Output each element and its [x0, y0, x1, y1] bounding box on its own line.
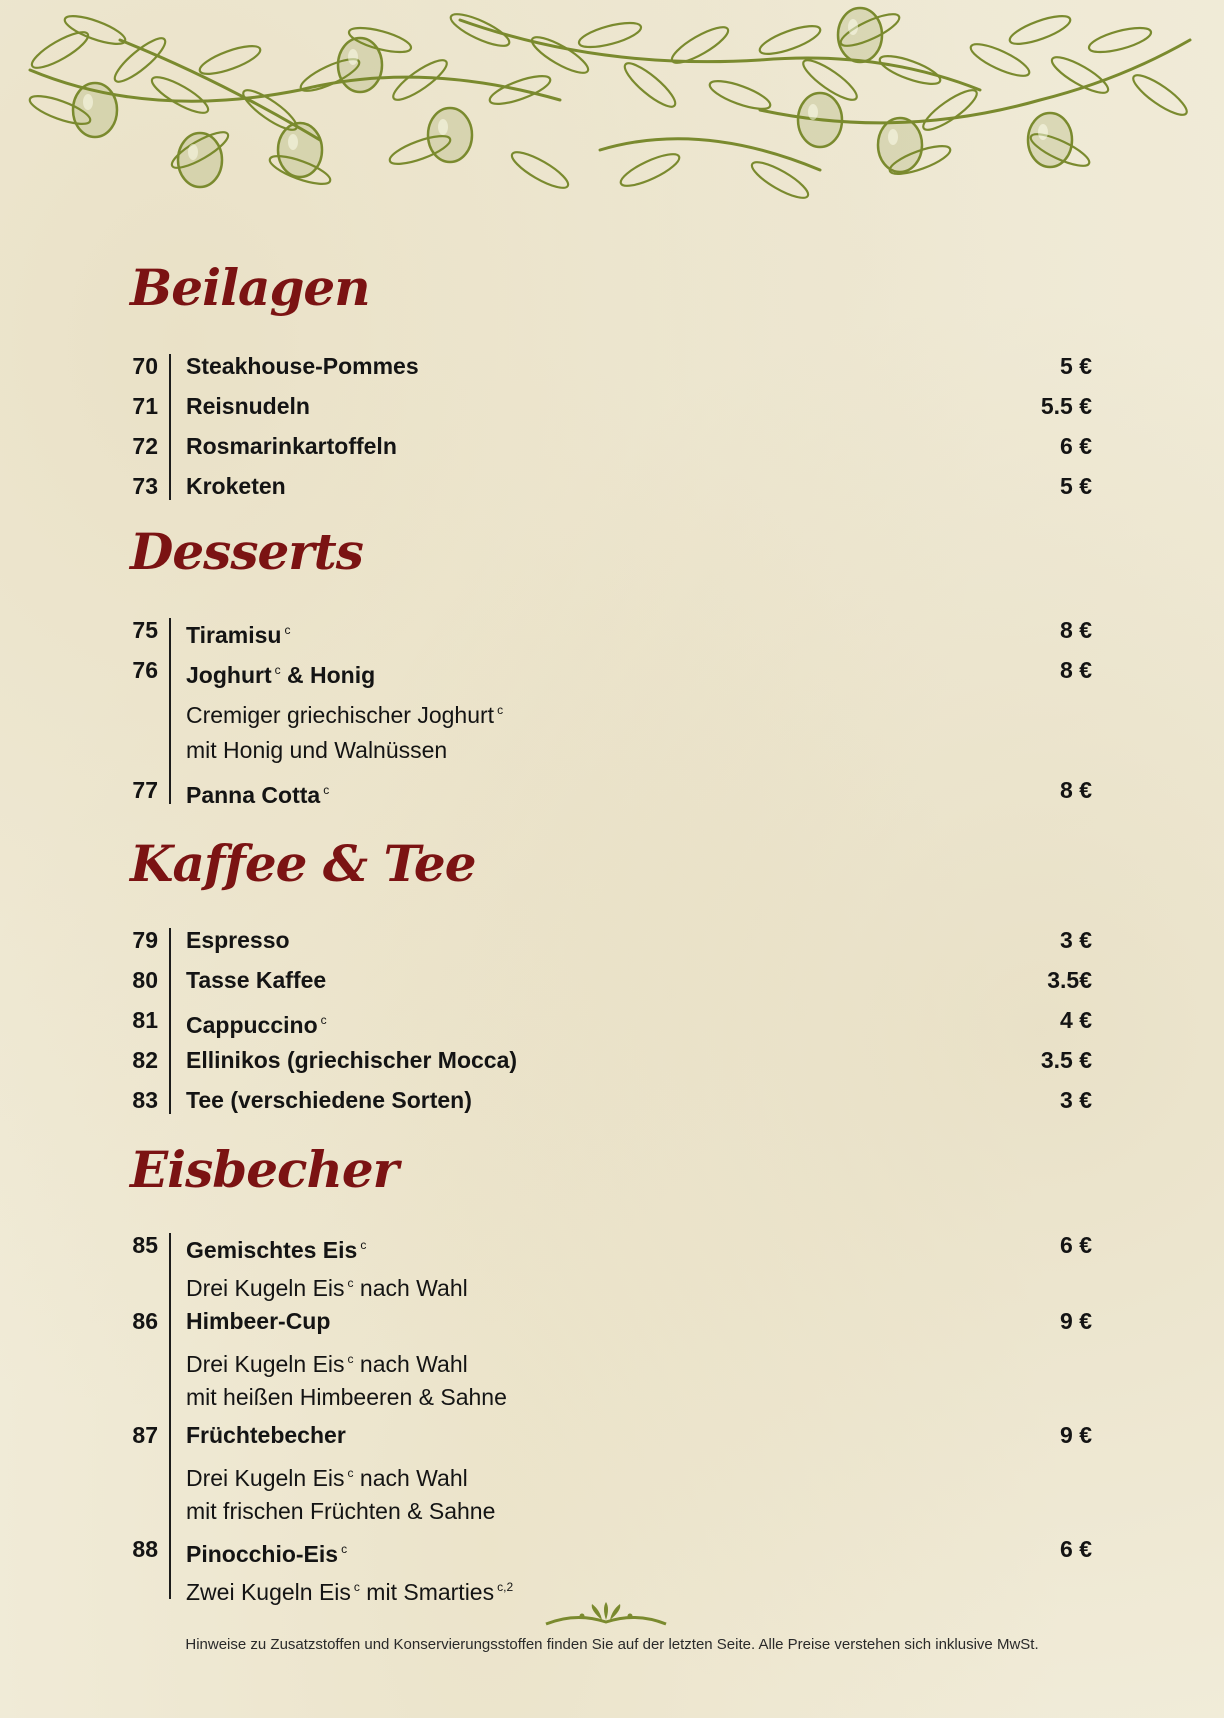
item-name-text: Steakhouse-Pommes: [186, 353, 419, 379]
item-name-text: Rosmarinkartoffeln: [186, 433, 397, 459]
menu-item-description: [0, 730, 1224, 770]
item-description: [186, 690, 503, 735]
item-price: 3 €: [1060, 1087, 1092, 1113]
item-price: 8 €: [1060, 657, 1092, 683]
item-number: 71: [132, 393, 158, 419]
menu-item: [0, 1415, 1224, 1455]
item-number: 80: [132, 967, 158, 993]
allergen-mark: c: [284, 623, 291, 637]
olive-icon: [878, 118, 922, 172]
leaf-icon: [1007, 11, 1073, 50]
item-description-text: Cremiger griechischer Joghurt: [186, 702, 495, 728]
item-name: [186, 770, 329, 815]
olive-highlight: [848, 19, 858, 35]
olive-highlight: [888, 129, 898, 145]
item-name: [186, 346, 419, 386]
item-number: 88: [132, 1536, 158, 1562]
item-number: 83: [132, 1087, 158, 1113]
item-name: [186, 1000, 327, 1045]
menu-item: [0, 426, 1224, 466]
item-description-text: Zwei Kugeln Eis: [186, 1579, 351, 1605]
leaf-icon: [707, 76, 773, 115]
olive-highlight: [1038, 124, 1048, 140]
item-description-text: mit Honig und Walnüssen: [186, 737, 448, 763]
menu-item-description: [0, 1339, 1224, 1379]
olive-highlight: [83, 94, 93, 110]
menu-item: [0, 1000, 1224, 1040]
item-description: [186, 1491, 495, 1531]
item-name: [186, 1301, 330, 1341]
item-name: [186, 650, 375, 695]
item-price: 8 €: [1060, 777, 1092, 803]
allergen-mark: c: [341, 1542, 348, 1556]
olive-icon: [278, 123, 322, 177]
item-price: 6 €: [1060, 1536, 1092, 1562]
item-description: [186, 1567, 513, 1612]
item-name-text: Gemischtes Eis: [186, 1237, 358, 1263]
leaf-icon: [1087, 23, 1153, 57]
item-number: 81: [132, 1007, 158, 1033]
item-description-suffix: nach Wahl: [353, 1351, 468, 1377]
section-title: Beilagen: [130, 258, 370, 317]
menu-item: [0, 1080, 1224, 1120]
allergen-mark: c: [274, 663, 281, 677]
olive-highlight: [288, 134, 298, 150]
item-name: [186, 960, 326, 1000]
leaf-icon: [389, 54, 452, 105]
item-description-text: mit heißen Himbeeren & Sahne: [186, 1384, 507, 1410]
allergen-mark: c: [497, 703, 504, 717]
item-name: [186, 1040, 517, 1080]
menu-item-description: [0, 690, 1224, 730]
leaf-icon: [1129, 69, 1192, 120]
leaf-icon: [1048, 51, 1112, 99]
branch-stem: [600, 139, 820, 170]
menu-item: [0, 1225, 1224, 1265]
olive-branch-decoration: [0, 0, 1224, 240]
item-price: 9 €: [1060, 1308, 1092, 1334]
item-number: 76: [132, 657, 158, 683]
item-price: 4 €: [1060, 1007, 1092, 1033]
section-title: Eisbecher: [130, 1140, 398, 1199]
item-number: 87: [132, 1422, 158, 1448]
item-number: 72: [132, 433, 158, 459]
item-name-text: Himbeer-Cup: [186, 1308, 331, 1334]
olive-icon: [428, 108, 472, 162]
item-name-text: Espresso: [186, 927, 290, 953]
olive-icon: [73, 83, 117, 137]
item-name-text: Tee (verschiedene Sorten): [186, 1087, 472, 1113]
item-name-text: Panna Cotta: [186, 782, 321, 808]
allergen-mark: c,2: [497, 1580, 514, 1594]
item-description-suffix: nach Wahl: [353, 1275, 468, 1301]
leaf-icon: [197, 41, 263, 80]
item-description: [186, 730, 447, 770]
olive-highlight: [808, 104, 818, 120]
leaf-icon: [148, 71, 212, 119]
ornament-flourish-icon: [542, 1600, 670, 1632]
leaf-icon: [62, 11, 128, 50]
menu-item: [0, 1301, 1224, 1341]
item-price: 5 €: [1060, 353, 1092, 379]
leaf-icon: [447, 8, 513, 51]
menu-item-description: [0, 1491, 1224, 1531]
item-number: 86: [132, 1308, 158, 1334]
allergen-mark: c: [347, 1352, 354, 1366]
allergen-mark: c: [360, 1238, 367, 1252]
item-description: [186, 1377, 507, 1417]
allergen-mark: c: [347, 1466, 354, 1480]
item-number: 70: [132, 353, 158, 379]
item-description-text: mit frischen Früchten & Sahne: [186, 1498, 496, 1524]
olive-highlight: [188, 144, 198, 160]
leaf-icon: [757, 21, 823, 60]
menu-item: [0, 650, 1224, 690]
item-description-suffix: nach Wahl: [353, 1465, 468, 1491]
item-name: [186, 1415, 346, 1455]
item-description-text: Drei Kugeln Eis: [186, 1275, 345, 1301]
item-name: [186, 1080, 472, 1120]
item-name: [186, 426, 397, 466]
olive-icon: [798, 93, 842, 147]
olive-highlight: [348, 49, 358, 65]
item-description-text: Drei Kugeln Eis: [186, 1351, 345, 1377]
item-price: 9 €: [1060, 1422, 1092, 1448]
leaf-icon: [508, 146, 572, 194]
item-name-text: Tasse Kaffee: [186, 967, 327, 993]
item-description-text: Drei Kugeln Eis: [186, 1465, 345, 1491]
menu-item-description: [0, 1263, 1224, 1303]
item-name-suffix: & Honig: [280, 662, 376, 688]
item-number: 82: [132, 1047, 158, 1073]
olive-highlight: [438, 119, 448, 135]
item-name-text: Ellinikos (griechischer Mocca): [186, 1047, 518, 1073]
section-title: Kaffee & Tee: [130, 834, 476, 893]
allergen-mark: c: [323, 783, 330, 797]
olive-icon: [178, 133, 222, 187]
leaf-icon: [620, 58, 681, 113]
branch-stem: [460, 20, 980, 90]
menu-item: [0, 960, 1224, 1000]
item-price: 5 €: [1060, 473, 1092, 499]
item-number: 85: [132, 1232, 158, 1258]
item-name-text: Pinocchio-Eis: [186, 1541, 339, 1567]
item-name-text: Cappuccino: [186, 1012, 318, 1038]
menu-item: [0, 386, 1224, 426]
item-number: 77: [132, 777, 158, 803]
allergen-mark: c: [320, 1013, 327, 1027]
item-price: 3 €: [1060, 927, 1092, 953]
item-name-text: Kroketen: [186, 473, 286, 499]
leaf-icon: [617, 148, 683, 191]
item-price: 6 €: [1060, 1232, 1092, 1258]
menu-item: [0, 770, 1224, 810]
menu-item-description: [0, 1453, 1224, 1493]
footer-note: Hinweise zu Zusatzstoffen und Konservierungsstoffen finden Sie auf der letzten Seite. Alle Preise verstehen sich inklusive MwSt.: [185, 1636, 1039, 1653]
item-number: 75: [132, 617, 158, 643]
item-name-text: Früchtebecher: [186, 1422, 346, 1448]
item-price: 3.5 €: [1040, 1047, 1092, 1073]
item-name-text: Joghurt: [186, 662, 272, 688]
item-name: [186, 466, 286, 506]
item-name: [186, 386, 310, 426]
item-name-text: Reisnudeln: [186, 393, 310, 419]
allergen-mark: c: [353, 1580, 360, 1594]
item-description-suffix: mit Smarties: [359, 1579, 495, 1605]
menu-item: [0, 1529, 1224, 1569]
item-number: 73: [132, 473, 158, 499]
item-price: 3.5€: [1047, 967, 1092, 993]
item-number: 79: [132, 927, 158, 953]
leaf-icon: [577, 18, 643, 52]
leaf-icon: [967, 38, 1033, 81]
item-name: [186, 610, 290, 655]
olive-icon: [338, 38, 382, 92]
olive-icon: [1028, 113, 1072, 167]
item-price: 6 €: [1060, 433, 1092, 459]
item-name: [186, 920, 290, 960]
leaf-icon: [919, 84, 982, 135]
menu-item: [0, 1040, 1224, 1080]
leaf-icon: [28, 26, 92, 74]
item-price: 5.5 €: [1040, 393, 1092, 419]
item-name-text: Tiramisu: [186, 622, 282, 648]
menu-item: [0, 466, 1224, 506]
menu-item: [0, 346, 1224, 386]
section-title: Desserts: [130, 522, 363, 581]
menu-item: [0, 610, 1224, 650]
allergen-mark: c: [347, 1276, 354, 1290]
olive-icon: [838, 8, 882, 62]
menu-item: [0, 920, 1224, 960]
item-price: 8 €: [1060, 617, 1092, 643]
menu-item-description: [0, 1377, 1224, 1417]
